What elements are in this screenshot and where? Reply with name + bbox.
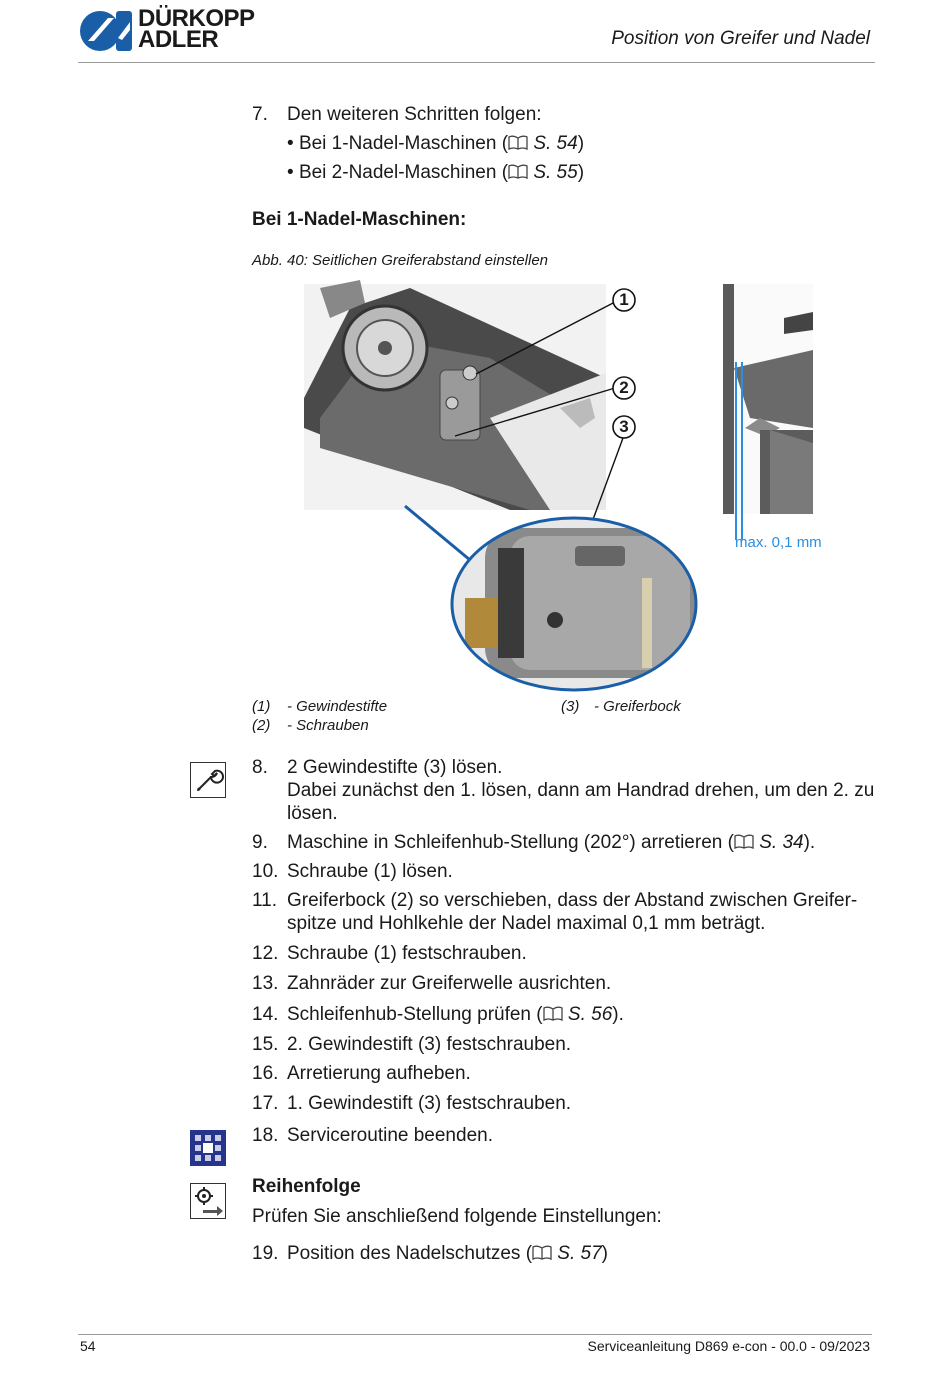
- step-number: 16.: [252, 1063, 279, 1084]
- legend-text: - Greiferbock: [594, 698, 681, 715]
- legend-num: (1): [252, 698, 271, 715]
- bullet-suffix: ): [577, 133, 585, 154]
- step-number: 8.: [252, 757, 268, 778]
- step-text-main: Position des Nadelschutzes (: [287, 1243, 533, 1264]
- step-text: Schraube (1) festschrauben.: [287, 943, 527, 964]
- step-number: 13.: [252, 973, 279, 994]
- legend-item: [252, 717, 270, 734]
- footer-document: Serviceanleitung D869 e-con - 00.0 - 09/2023: [587, 1338, 870, 1354]
- page-reference-link[interactable]: S. 57: [557, 1243, 602, 1264]
- step-text: Serviceroutine beenden.: [287, 1125, 493, 1146]
- step-suffix: ).: [612, 1004, 624, 1025]
- step-number: 10.: [252, 861, 279, 882]
- bullet-item: • Bei 2-Nadel-Maschinen ( S. 55): [287, 162, 585, 183]
- machine-photo: [304, 280, 606, 510]
- brand-logo: [78, 5, 268, 54]
- measure-label: max. 0,1 mm: [735, 534, 822, 551]
- wrench-icon: [190, 762, 226, 798]
- step-text: [287, 1242, 877, 1265]
- callout-label-1: 1: [619, 290, 629, 309]
- bullet-text: Bei 2-Nadel-Maschinen (: [298, 162, 509, 183]
- step-number: 11.: [252, 890, 278, 911]
- step-text: Schraube (1) lösen.: [287, 861, 453, 882]
- step-text: 1. Gewindestift (3) festschrauben.: [287, 1093, 572, 1114]
- step-text-main: Maschine in Schleifenhub-Stellung (202°) arretieren (: [287, 832, 734, 853]
- step-number: 14.: [252, 1004, 279, 1025]
- figure-illustration: [290, 278, 850, 698]
- page-number: 54: [80, 1338, 96, 1354]
- legend-num: (2): [252, 717, 271, 734]
- page-reference-link[interactable]: S. 34: [759, 832, 804, 853]
- step-text: [287, 831, 877, 854]
- page-header-title: Position von Greifer und Nadel: [611, 28, 870, 49]
- step-number: 18.: [252, 1125, 279, 1146]
- step-number: 7.: [252, 104, 268, 125]
- step-text: 2. Gewindestift (3) festschrauben.: [287, 1034, 572, 1055]
- legend-num: (3): [561, 698, 580, 715]
- step-text: Zahnräder zur Greiferwelle ausrichten.: [287, 973, 612, 994]
- step-text: [287, 1003, 877, 1026]
- logo-line-1: DÜRKOPP: [138, 5, 255, 32]
- footer-rule: [78, 1334, 872, 1335]
- step-text: Arretierung aufheben.: [287, 1063, 471, 1084]
- step-text-main: Schleifenhub-Stellung prüfen (: [287, 1004, 543, 1025]
- step-text: 2 Gewindestifte (3) lösen. Dabei zunächst den 1. lösen, dann am Handrad drehen, um den 2. zu lösen.: [287, 757, 875, 824]
- callout-label-2: 2: [619, 378, 629, 397]
- logo-mark-icon: [78, 8, 134, 54]
- header-rule: [78, 62, 875, 63]
- step-number: 9.: [252, 832, 268, 853]
- book-icon: [543, 1006, 563, 1021]
- gear-arrow-icon: [190, 1183, 226, 1219]
- logo-text: [138, 5, 255, 53]
- step-number: 15.: [252, 1034, 279, 1055]
- book-icon: [734, 834, 754, 849]
- step-number: 12.: [252, 943, 279, 964]
- legend-item: [561, 698, 579, 715]
- sequence-heading: Reihenfolge: [252, 1176, 361, 1197]
- bullet-suffix: ): [577, 162, 585, 183]
- step-number: 17.: [252, 1093, 279, 1114]
- legend-text: - Schrauben: [287, 717, 369, 734]
- figure-caption: Abb. 40: Seitlichen Greiferabstand einstellen: [252, 252, 549, 269]
- section-heading: Bei 1-Nadel-Maschinen:: [252, 209, 467, 230]
- needle-section-view: [723, 284, 813, 540]
- bullet-text: Bei 1-Nadel-Maschinen (: [298, 133, 509, 154]
- page-reference-link[interactable]: S. 55: [533, 162, 578, 183]
- step-number: 19.: [252, 1243, 279, 1264]
- sequence-intro: Prüfen Sie anschließend folgende Einstellungen:: [252, 1206, 662, 1227]
- step-text: Den weiteren Schritten folgen:: [287, 104, 542, 125]
- step-text: Greiferbock (2) so verschieben, dass der Abstand zwischen Greifer- spitze und Hohlkehle der Nadel maximal 0,1 mm beträgt.: [287, 890, 858, 934]
- step-suffix: ): [601, 1243, 608, 1264]
- book-icon: [508, 164, 528, 179]
- step-suffix: ).: [803, 832, 816, 853]
- control-panel-icon: [190, 1130, 226, 1166]
- bullet-item: • Bei 1-Nadel-Maschinen ( S. 54): [287, 133, 585, 154]
- legend-item: [252, 698, 270, 715]
- callout-label-3: 3: [619, 417, 629, 436]
- page-reference-link[interactable]: S. 56: [567, 1004, 613, 1025]
- book-icon: [532, 1245, 552, 1260]
- book-icon: [508, 135, 528, 150]
- zoom-detail: [450, 516, 700, 696]
- page-reference-link[interactable]: S. 54: [533, 133, 578, 154]
- logo-line-2: ADLER: [138, 26, 219, 53]
- legend-text: - Gewindestifte: [287, 698, 388, 715]
